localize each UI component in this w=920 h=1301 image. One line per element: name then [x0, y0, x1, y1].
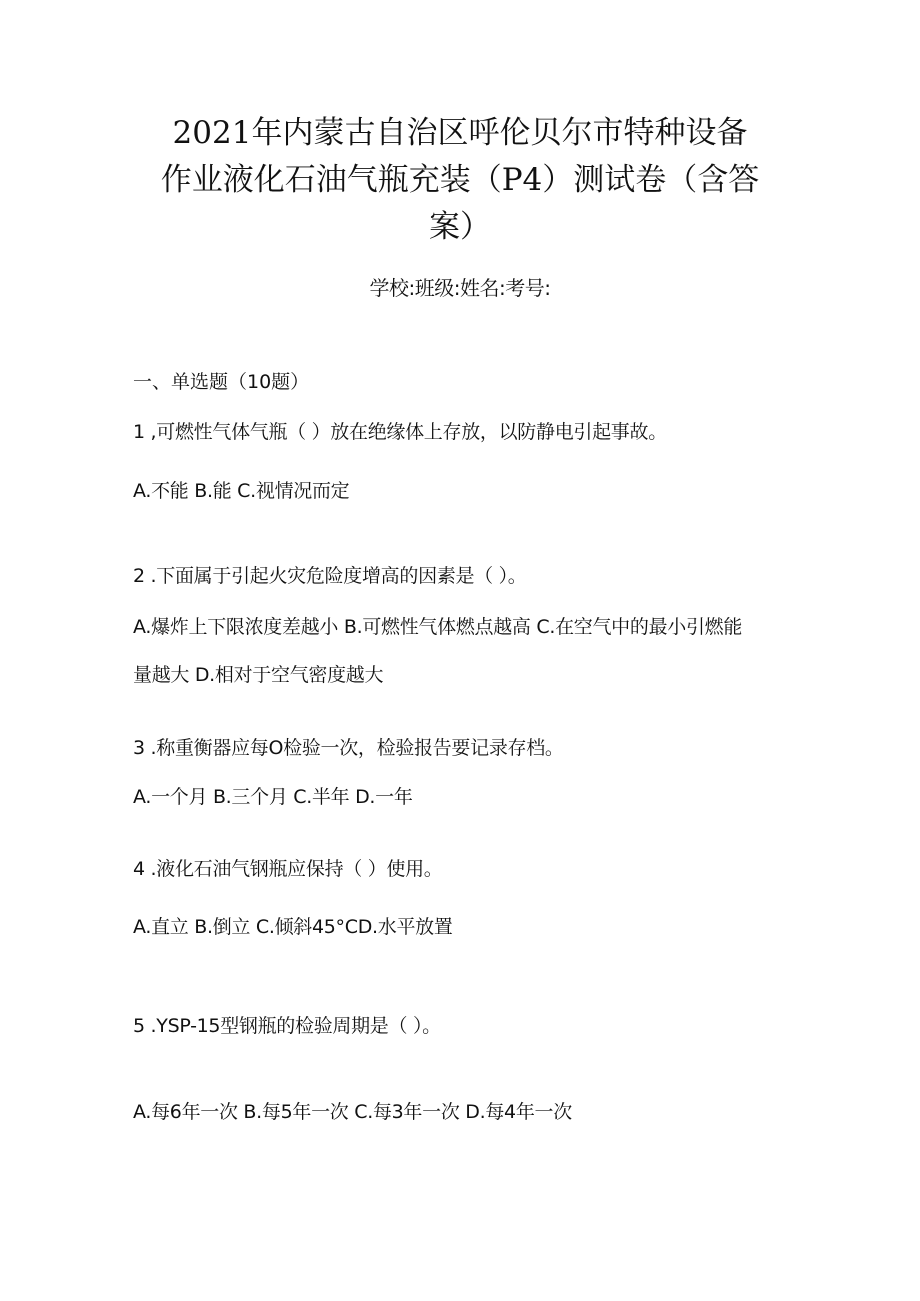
title-line-2: 作业液化石油气瓶充装（P4）测试卷（含答	[160, 162, 760, 198]
question-1-stem: 1 ,可燃性气体气瓶（ ）放在绝缘体上存放，以防静电引起事故。	[133, 421, 667, 443]
title-line-3: 案）	[429, 209, 491, 245]
question-2-stem: 2 .下面属于引起火灾危险度增高的因素是（ ）。	[133, 565, 527, 587]
title-line-1: 2021年内蒙古自治区呼伦贝尔市特种设备	[172, 115, 748, 151]
question-4-options: A.直立 B.倒立 C.倾斜45°CD.水平放置	[133, 916, 453, 938]
question-2-options-line-1: A.爆炸上下限浓度差越小 B.可燃性气体燃点越高 C.在空气中的最小引燃能	[133, 616, 743, 638]
student-info-line: 学校:班级:姓名:考号:	[369, 276, 551, 300]
question-5-options: A.每6年一次 B.每5年一次 C.每3年一次 D.每4年一次	[133, 1101, 572, 1123]
question-3-stem: 3 .称重衡器应每O检验一次，检验报告要记录存档。	[133, 737, 564, 759]
question-2-options-line-2: 量越大 D.相对于空气密度越大	[133, 664, 384, 686]
question-4-stem: 4 .液化石油气钢瓶应保持（ ）使用。	[133, 858, 443, 880]
section-heading: 一、单选题（10题）	[133, 371, 310, 393]
question-1-options: A.不能 B.能 C.视情况而定	[133, 480, 350, 502]
question-3-options: A.一个月 B.三个月 C.半年 D.一年	[133, 786, 413, 808]
question-5-stem: 5 .YSP-15型钢瓶的检验周期是（ ）。	[133, 1015, 441, 1037]
document-title	[120, 110, 800, 251]
